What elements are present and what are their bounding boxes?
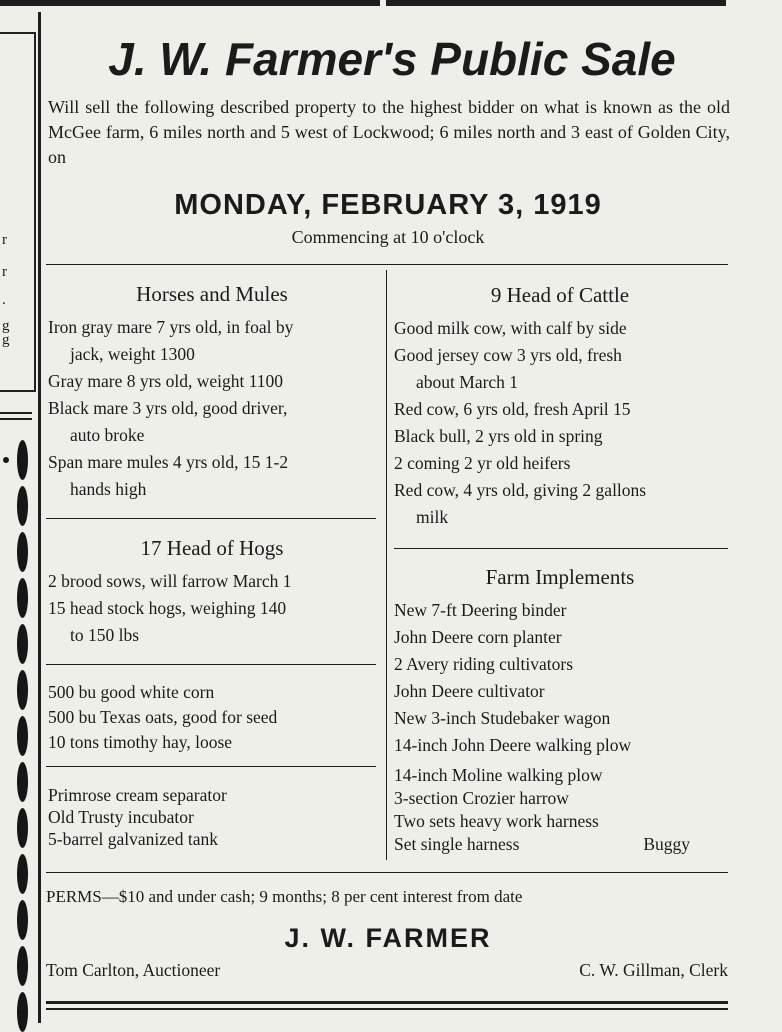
- list-item: Span mare mules 4 yrs old, 15 1-2: [48, 452, 289, 472]
- chain-link: [17, 992, 28, 1032]
- misc-list: [48, 784, 382, 850]
- list-item: 500 bu good white corn: [48, 682, 215, 702]
- list-item: John Deere corn planter: [394, 627, 562, 647]
- chain-link: [17, 854, 28, 894]
- center-column-rule: [386, 270, 387, 860]
- top-rule-left: [0, 0, 380, 6]
- chain-link: [17, 716, 28, 756]
- list-item-continued: jack, weight 1300: [70, 344, 195, 364]
- list-item-continued: to 150 lbs: [70, 625, 140, 645]
- chain-link: [17, 578, 28, 618]
- header-rule: [46, 264, 728, 265]
- list-item: Gray mare 8 yrs old, weight 1100: [48, 371, 284, 391]
- bottom-rule-1: [46, 1001, 728, 1004]
- list-item: Black mare 3 yrs old, good driver,: [48, 398, 288, 418]
- list-item-continued: auto broke: [70, 425, 145, 445]
- hogs-heading: 17 Head of Hogs: [140, 536, 284, 560]
- chain-border: [0, 440, 40, 1023]
- chain-link: [17, 808, 28, 848]
- chain-link: [17, 946, 28, 986]
- chain-link: [17, 900, 28, 940]
- left-rule-3: [46, 766, 376, 767]
- list-item: Red cow, 6 yrs old, fresh April 15: [394, 399, 631, 419]
- list-item: Buggy: [643, 834, 690, 854]
- list-item-continued: milk: [416, 507, 449, 527]
- fragment-3: .: [2, 292, 6, 308]
- list-item: Red cow, 4 yrs old, giving 2 gallons: [394, 480, 647, 500]
- frame-left-rule: [38, 12, 41, 1023]
- horses-list: [48, 314, 382, 503]
- left-rule-2: [46, 664, 376, 665]
- fragment-4: g: [2, 318, 10, 334]
- list-item: 14-inch John Deere walking plow: [394, 735, 632, 755]
- bottom-rule-2: [46, 1008, 728, 1010]
- fragment-1: r: [2, 232, 7, 248]
- list-item: New 3-inch Studebaker wagon: [394, 708, 611, 728]
- list-item-continued: about March 1: [416, 372, 519, 392]
- list-item: Good jersey cow 3 yrs old, fresh: [394, 345, 622, 365]
- list-item-last: [394, 833, 690, 856]
- list-item: Two sets heavy work harness: [394, 811, 599, 831]
- hogs-list: [48, 568, 382, 649]
- horses-heading: Horses and Mules: [136, 282, 288, 306]
- chain-link: [17, 486, 28, 526]
- list-item: 5-barrel galvanized tank: [48, 829, 219, 849]
- cattle-heading: 9 Head of Cattle: [490, 283, 630, 307]
- chain-bead: [3, 457, 9, 463]
- terms: PERMS—$10 and under cash; 9 months; 8 per cent interest from date: [46, 887, 523, 906]
- list-item: 2 coming 2 yr old heifers: [394, 453, 571, 473]
- list-item: John Deere cultivator: [394, 681, 545, 701]
- chain-link: [17, 762, 28, 802]
- list-item: Primrose cream separator: [48, 785, 227, 805]
- implements-list: [394, 597, 730, 759]
- start-time: Commencing at 10 o'clock: [291, 227, 485, 247]
- list-item: Old Trusty incubator: [48, 807, 194, 827]
- headline: J. W. Farmer's Public Sale: [108, 33, 676, 85]
- right-rule-1: [394, 548, 728, 549]
- clerk: C. W. Gillman, Clerk: [579, 960, 728, 980]
- list-item: Good milk cow, with calf by side: [394, 318, 627, 338]
- chain-link: [17, 440, 28, 480]
- grain-list: [48, 680, 382, 755]
- list-item: 3-section Crozier harrow: [394, 788, 569, 808]
- sale-date: MONDAY, FEBRUARY 3, 1919: [174, 189, 602, 221]
- chain-link: [17, 670, 28, 710]
- chain-link: [17, 532, 28, 572]
- list-item: 2 brood sows, will farrow March 1: [48, 571, 292, 591]
- footer-rule: [46, 872, 728, 873]
- auctioneer: Tom Carlton, Auctioneer: [46, 960, 221, 980]
- left-divider-1: [0, 412, 32, 414]
- list-item: 2 Avery riding cultivators: [394, 654, 574, 674]
- top-rule-right: [386, 0, 726, 6]
- intro-paragraph: Will sell the following described property to the highest bidder on what is known as the old McGee farm, 6 miles north and 5 west of Lockwood; 6 miles north and 3 east of Golden City, on: [48, 97, 730, 167]
- fragment-2: r: [2, 264, 7, 280]
- list-item: Set single harness: [394, 834, 520, 854]
- list-item: Iron gray mare 7 yrs old, in foal by: [48, 317, 294, 337]
- list-item: Black bull, 2 yrs old in spring: [394, 426, 603, 446]
- left-rule-1: [46, 518, 376, 519]
- list-item: 500 bu Texas oats, good for seed: [48, 707, 278, 727]
- list-item: New 7-ft Deering binder: [394, 600, 567, 620]
- chain-link: [17, 624, 28, 664]
- list-item: 14-inch Moline walking plow: [394, 765, 603, 785]
- fragment-5: g: [2, 332, 10, 348]
- list-item: 10 tons timothy hay, loose: [48, 732, 233, 752]
- seller-name: J. W. FARMER: [284, 923, 492, 953]
- implements-list-lower: [394, 764, 730, 856]
- implements-heading: Farm Implements: [485, 565, 635, 589]
- left-divider-2: [0, 418, 32, 420]
- cattle-list: [394, 315, 730, 531]
- list-item: 15 head stock hogs, weighing 140: [48, 598, 287, 618]
- list-item-continued: hands high: [70, 479, 147, 499]
